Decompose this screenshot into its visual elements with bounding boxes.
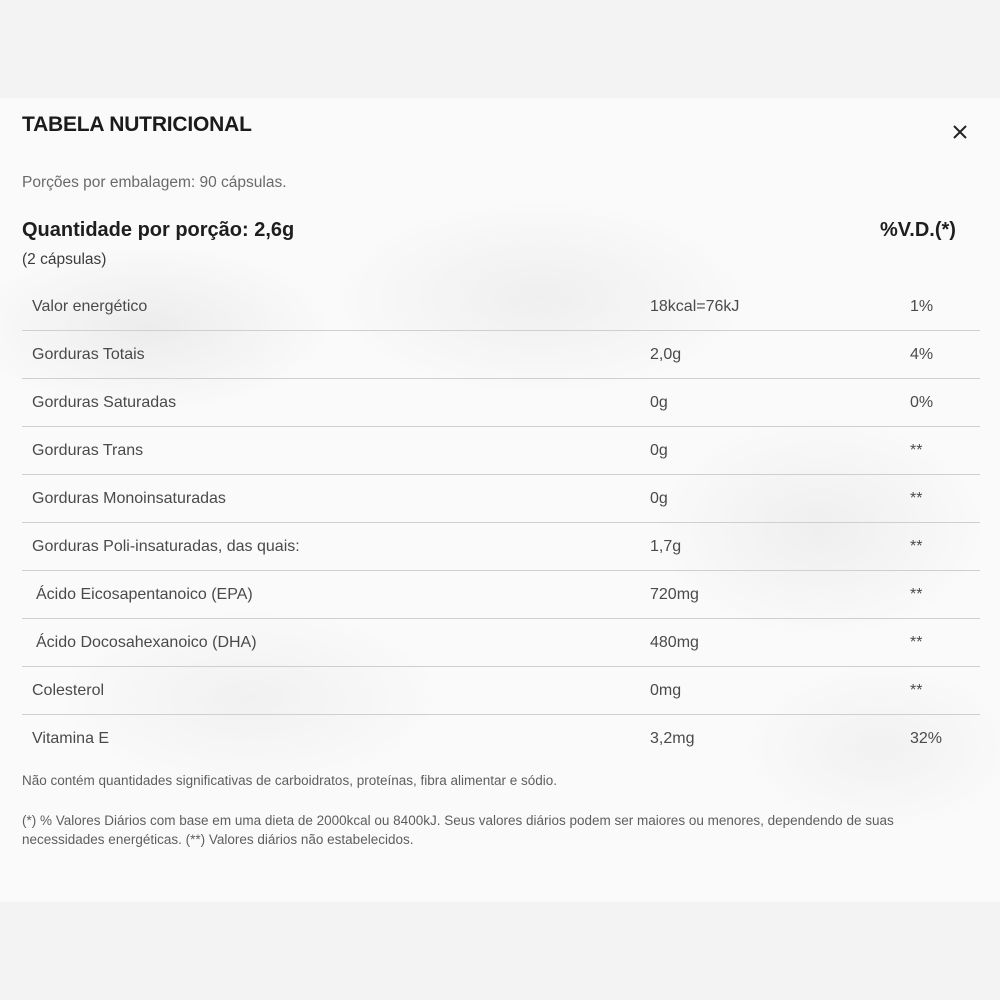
nutrient-daily-value: **	[910, 537, 923, 555]
nutrient-daily-value: **	[910, 441, 923, 459]
nutrient-name: Gorduras Poli-insaturadas, das quais:	[32, 537, 300, 555]
nutrient-daily-value: 0%	[910, 393, 934, 411]
table-row	[22, 283, 980, 331]
nutrient-name: Ácido Docosahexanoico (DHA)	[36, 633, 257, 651]
nutrient-quantity: 480mg	[650, 633, 699, 651]
nutrient-name: Ácido Eicosapentanoico (EPA)	[36, 585, 253, 603]
nutrient-quantity: 720mg	[650, 585, 699, 603]
nutrient-quantity: 18kcal=76kJ	[650, 297, 740, 315]
nutrient-quantity: 0mg	[650, 681, 682, 699]
nutrient-quantity: 3,2mg	[650, 729, 695, 747]
table-row	[22, 667, 980, 715]
nutrient-name: Gorduras Saturadas	[32, 393, 177, 411]
nutrient-name: Valor energético	[32, 297, 148, 315]
nutrition-table	[22, 283, 980, 762]
serving-capsules: (2 cápsulas)	[22, 251, 107, 268]
nutrient-daily-value: 1%	[910, 297, 934, 315]
close-icon[interactable]	[952, 124, 968, 140]
nutrient-daily-value: 32%	[910, 729, 943, 747]
table-row	[22, 715, 980, 762]
nutrient-quantity: 0g	[650, 393, 668, 411]
nutrient-quantity: 2,0g	[650, 345, 682, 363]
nutrient-name: Gorduras Trans	[32, 441, 144, 459]
nutrient-quantity: 0g	[650, 489, 668, 507]
page-background-top	[0, 0, 1000, 98]
nutrient-daily-value: **	[910, 681, 923, 699]
page-background-bottom	[0, 902, 1000, 1000]
nutrient-name: Vitamina E	[32, 729, 110, 747]
table-row	[22, 379, 980, 427]
portions-per-package: Porções por embalagem: 90 cápsulas.	[22, 174, 287, 191]
daily-value-header: %V.D.(*)	[880, 219, 956, 241]
footnote-daily-values: (*) % Valores Diários com base em uma dieta de 2000kcal ou 8400kJ. Seus valores diários podem ser maiores ou menores, dependendo de suas necessidades energéticas. (**) Valores diários não estabelecidos.	[22, 813, 894, 847]
table-row	[22, 331, 980, 379]
nutrient-name: Colesterol	[32, 681, 105, 699]
table-row	[22, 523, 980, 571]
close-button[interactable]	[946, 118, 974, 146]
serving-quantity: Quantidade por porção: 2,6g	[22, 219, 295, 241]
nutrient-daily-value: 4%	[910, 345, 934, 363]
nutrient-name: Gorduras Totais	[32, 345, 145, 363]
table-row	[22, 571, 980, 619]
table-row	[22, 619, 980, 667]
nutrient-daily-value: **	[910, 633, 923, 651]
footnote-not-significant: Não contém quantidades significativas de carboidratos, proteínas, fibra alimentar e sódio.	[22, 773, 558, 788]
nutrient-daily-value: **	[910, 489, 923, 507]
table-row	[22, 427, 980, 475]
nutrient-name: Gorduras Monoinsaturadas	[32, 489, 226, 507]
nutrient-quantity: 1,7g	[650, 537, 682, 555]
nutrient-quantity: 0g	[650, 441, 668, 459]
modal-title: TABELA NUTRICIONAL	[22, 113, 252, 136]
table-row	[22, 475, 980, 523]
nutrient-daily-value: **	[910, 585, 923, 603]
